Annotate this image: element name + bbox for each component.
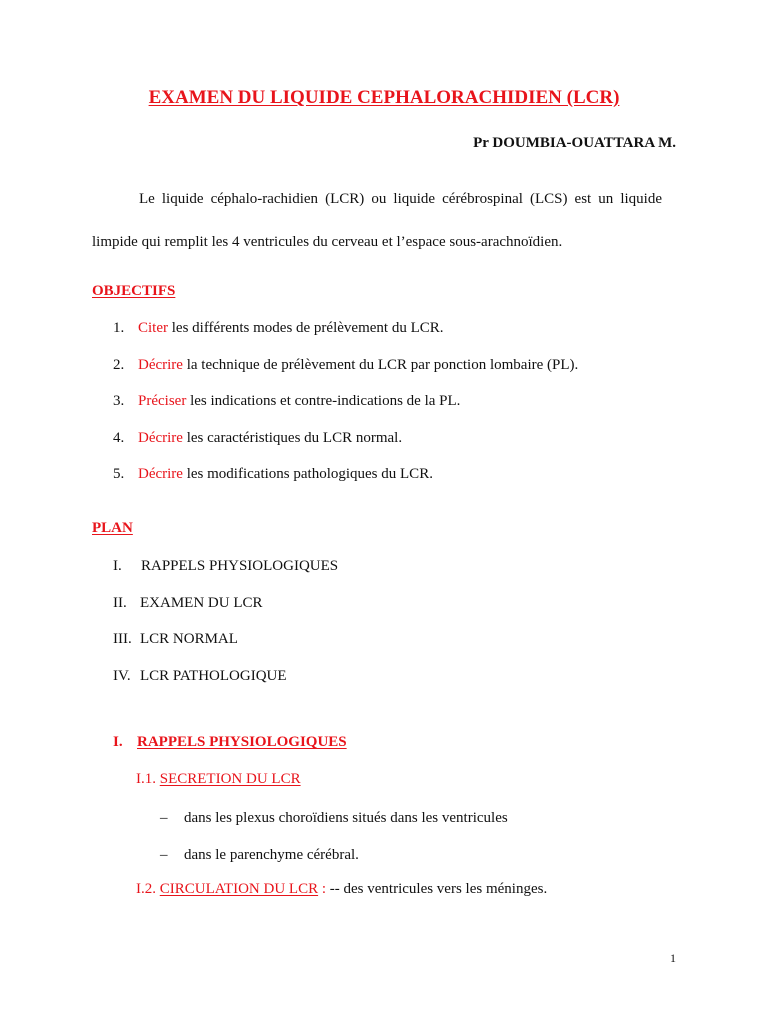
objective-number: 4. bbox=[113, 429, 125, 446]
objective-verb: Préciser bbox=[138, 393, 187, 409]
objective-number: 1. bbox=[113, 320, 125, 336]
page-number: 1 bbox=[670, 951, 676, 965]
objective-number: 2. bbox=[113, 356, 125, 373]
subsection-heading bbox=[136, 881, 547, 898]
plan-number: II. bbox=[113, 594, 127, 611]
objective-text: les caractéristiques du LCR normal. bbox=[182, 429, 403, 446]
plan-item bbox=[113, 665, 338, 702]
objective-item bbox=[113, 427, 578, 464]
section-title: RAPPELS PHYSIOLOGIQUES bbox=[137, 734, 347, 750]
objective-text: les indications et contre-indications de la PL. bbox=[186, 393, 461, 409]
objective-verb: Citer bbox=[138, 320, 168, 336]
plan-item bbox=[113, 592, 338, 629]
objective-item bbox=[113, 463, 578, 500]
intro-paragraph: Le liquide céphalo-rachidien (LCR) ou liquide cérébrospinal (LCS) est un liquide limpide qui remplit les 4 ventricules du cerveau et l’espace sous-arachnoïdien. bbox=[92, 191, 662, 250]
document-title: EXAMEN DU LIQUIDE CEPHALORACHIDIEN (LCR) bbox=[148, 87, 620, 108]
objective-item bbox=[113, 317, 578, 354]
plan-item bbox=[113, 555, 338, 592]
list-item bbox=[160, 807, 508, 844]
objective-item bbox=[113, 390, 578, 427]
subsection-heading bbox=[136, 771, 301, 788]
objective-text: les modifications pathologiques du LCR. bbox=[182, 466, 433, 482]
objective-verb: Décrire bbox=[138, 356, 183, 373]
subsection-text: -- des ventricules vers les méninges. bbox=[326, 881, 548, 897]
plan-text: LCR PATHOLOGIQUE bbox=[140, 668, 287, 685]
dash-bullet: – bbox=[160, 810, 168, 826]
plan-text: LCR NORMAL bbox=[140, 631, 238, 648]
objective-verb: Décrire bbox=[138, 429, 183, 446]
list-item-text: dans les plexus choroïdiens situés dans les ventricules bbox=[184, 810, 508, 826]
objective-verb: Décrire bbox=[138, 466, 183, 482]
objective-text: la technique de prélèvement du LCR par ponction lombaire (PL). bbox=[182, 356, 579, 373]
author-name: Pr DOUMBIA-OUATTARA M. bbox=[473, 135, 676, 151]
section-number: I. bbox=[113, 734, 123, 750]
objective-number: 3. bbox=[113, 393, 125, 409]
objectifs-heading: OBJECTIFS bbox=[92, 283, 176, 299]
plan-text: EXAMEN DU LCR bbox=[140, 594, 263, 611]
plan-item bbox=[113, 628, 338, 665]
plan-number: III. bbox=[113, 631, 132, 648]
subsection-title: SECRETION DU LCR bbox=[159, 771, 301, 787]
secretion-list bbox=[160, 807, 508, 881]
plan-number: I. bbox=[113, 558, 122, 574]
plan-number: IV. bbox=[113, 668, 131, 685]
dash-bullet: – bbox=[160, 847, 168, 863]
list-item bbox=[160, 844, 508, 881]
subsection-number: I.2. bbox=[136, 881, 156, 897]
list-item-text: dans le parenchyme cérébral. bbox=[184, 847, 359, 863]
subsection-separator: : bbox=[318, 881, 327, 897]
plan-text: RAPPELS PHYSIOLOGIQUES bbox=[141, 558, 339, 574]
subsection-number: I.1. bbox=[136, 771, 156, 787]
objectives-list bbox=[113, 317, 578, 500]
subsection-title: CIRCULATION DU LCR bbox=[159, 881, 319, 897]
objective-number: 5. bbox=[113, 466, 125, 482]
objective-item bbox=[113, 354, 578, 391]
section-heading bbox=[113, 734, 347, 751]
plan-heading: PLAN bbox=[92, 520, 133, 536]
objective-text: les différents modes de prélèvement du LCR. bbox=[168, 320, 444, 336]
plan-list bbox=[113, 555, 338, 702]
